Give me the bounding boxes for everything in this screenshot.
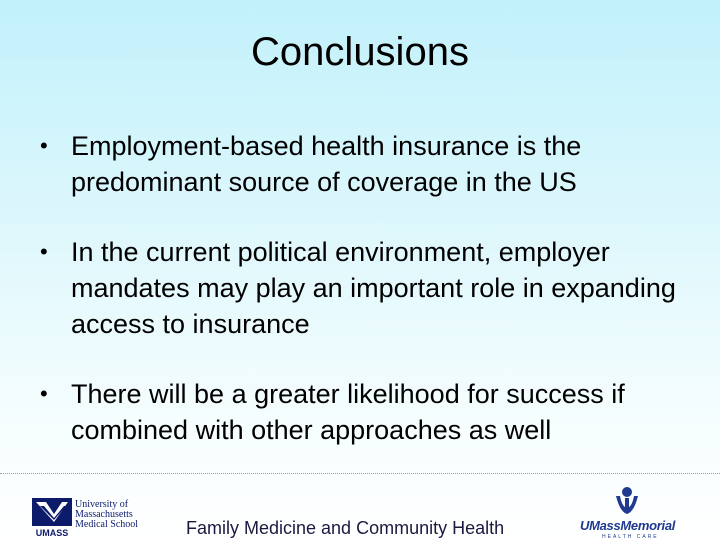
- slide-title: Conclusions: [251, 30, 469, 74]
- umass-wordmark: UMASS: [35, 528, 69, 538]
- footer-department-text: Family Medicine and Community Health: [186, 518, 505, 538]
- bullet-dot-icon: •: [40, 133, 48, 158]
- bullet-item: [40, 376, 700, 448]
- slide-footer: [0, 473, 720, 540]
- bullet-dot-icon: •: [40, 239, 48, 264]
- bullet-dot-icon: •: [40, 381, 48, 406]
- bullet-text: Employment-based health insurance is the predominant source of coverage in the US: [71, 131, 582, 197]
- bullet-list: [40, 128, 700, 482]
- umass-memorial-wordmark: UMassMemorial: [580, 518, 676, 533]
- bullet-item: [40, 234, 700, 342]
- bullet-text: There will be a greater likelihood for success if combined with other approaches as well: [71, 379, 625, 445]
- umass-memorial-subtext: HEALTH CARE: [602, 534, 659, 540]
- umass-logo-text: University of Massachusetts Medical School: [75, 499, 139, 530]
- bullet-item: [40, 128, 700, 200]
- umass-logo-icon: [32, 498, 72, 538]
- bullet-text: In the current political environment, employer mandates may play an important role in expanding access to insurance: [71, 237, 676, 339]
- umass-memorial-logo-icon: [580, 486, 680, 516]
- umass-memorial-logo: [580, 486, 680, 540]
- umass-medical-school-logo: [32, 498, 144, 538]
